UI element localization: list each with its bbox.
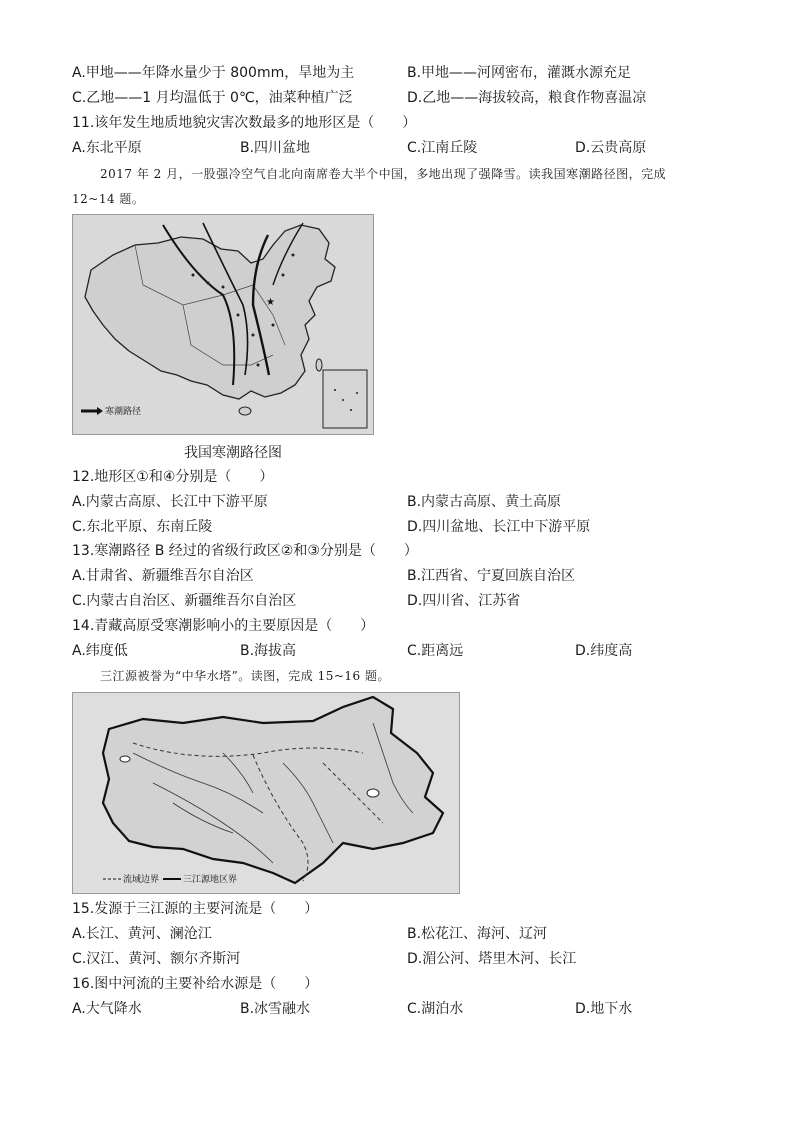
q15-option-b[interactable]: B.松花江、海河、辽河 <box>407 926 548 942</box>
q12-option-d[interactable]: D.四川盆地、长江中下游平原 <box>407 519 591 535</box>
q14-option-c[interactable]: C.距离远 <box>407 643 464 659</box>
q11-option-c[interactable]: C.江南丘陵 <box>407 140 478 156</box>
q16-stem: 16.图中河流的主要补给水源是（ ） <box>72 976 319 992</box>
svg-text:★: ★ <box>266 297 275 308</box>
q14-stem: 14.青藏高原受寒潮影响小的主要原因是（ ） <box>72 618 375 634</box>
q11-option-a[interactable]: A.东北平原 <box>72 140 142 156</box>
q13-option-c[interactable]: C.内蒙古自治区、新疆维吾尔自治区 <box>72 593 297 609</box>
q13-option-d[interactable]: D.四川省、江苏省 <box>407 593 521 609</box>
q16-option-b[interactable]: B.冰雪融水 <box>240 1001 311 1017</box>
q12-option-b[interactable]: B.内蒙古高原、黄土高原 <box>407 494 562 510</box>
q13-option-a[interactable]: A.甘肃省、新疆维吾尔自治区 <box>72 568 254 584</box>
q13-stem: 13.寒潮路径 B 经过的省级行政区②和③分别是（ ） <box>72 543 418 559</box>
q16-option-a[interactable]: A.大气降水 <box>72 1001 142 1017</box>
q12-stem: 12.地形区①和④分别是（ ） <box>72 469 274 485</box>
q12-option-a[interactable]: A.内蒙古高原、长江中下游平原 <box>72 494 268 510</box>
map1-legend: 寒潮路径 <box>105 407 142 417</box>
cold-wave-map <box>72 214 374 435</box>
q10-option-d[interactable]: D.乙地——海拔较高，粮食作物喜温凉 <box>407 90 647 106</box>
q11-option-b[interactable]: B.四川盆地 <box>240 140 311 156</box>
q11-option-d[interactable]: D.云贵高原 <box>575 140 647 156</box>
intro-15-16: 三江源被誉为“中华水塔”。读图，完成 15~16 题。 <box>100 669 390 683</box>
q14-option-a[interactable]: A.纬度低 <box>72 643 128 659</box>
q15-option-d[interactable]: D.湄公河、塔里木河、长江 <box>407 951 577 967</box>
q15-option-a[interactable]: A.长江、黄河、澜沧江 <box>72 926 212 942</box>
q16-option-c[interactable]: C.湖泊水 <box>407 1001 464 1017</box>
map2-legend-basin: 流域边界 <box>123 875 160 885</box>
q12-option-c[interactable]: C.东北平原、东南丘陵 <box>72 519 213 535</box>
q10-option-b[interactable]: B.甲地——河网密布，灌溉水源充足 <box>407 65 632 81</box>
map1-caption: 我国寒潮路径图 <box>184 445 282 461</box>
q10-option-c[interactable]: C.乙地——1 月均温低于 0℃，油菜种植广泛 <box>72 90 353 106</box>
q14-option-d[interactable]: D.纬度高 <box>575 643 633 659</box>
q15-stem: 15.发源于三江源的主要河流是（ ） <box>72 901 319 917</box>
q11-stem: 11.该年发生地质地貌灾害次数最多的地形区是（ ） <box>72 115 417 131</box>
map2-legend-region: 三江源地区界 <box>183 875 238 885</box>
q16-option-d[interactable]: D.地下水 <box>575 1001 633 1017</box>
q13-option-b[interactable]: B.江西省、宁夏回族自治区 <box>407 568 576 584</box>
intro-12-14-line1: 2017 年 2 月，一股强冷空气自北向南席卷大半个中国，多地出现了强降雪。读我国寒潮路径图，完成 <box>100 167 667 181</box>
q10-option-a[interactable]: A.甲地——年降水量少于 800mm，旱地为主 <box>72 65 355 81</box>
q15-option-c[interactable]: C.汉江、黄河、额尔齐斯河 <box>72 951 241 967</box>
intro-12-14-line2: 12~14 题。 <box>72 192 145 206</box>
sanjiangyuan-map <box>72 692 460 894</box>
q14-option-b[interactable]: B.海拔高 <box>240 643 297 659</box>
